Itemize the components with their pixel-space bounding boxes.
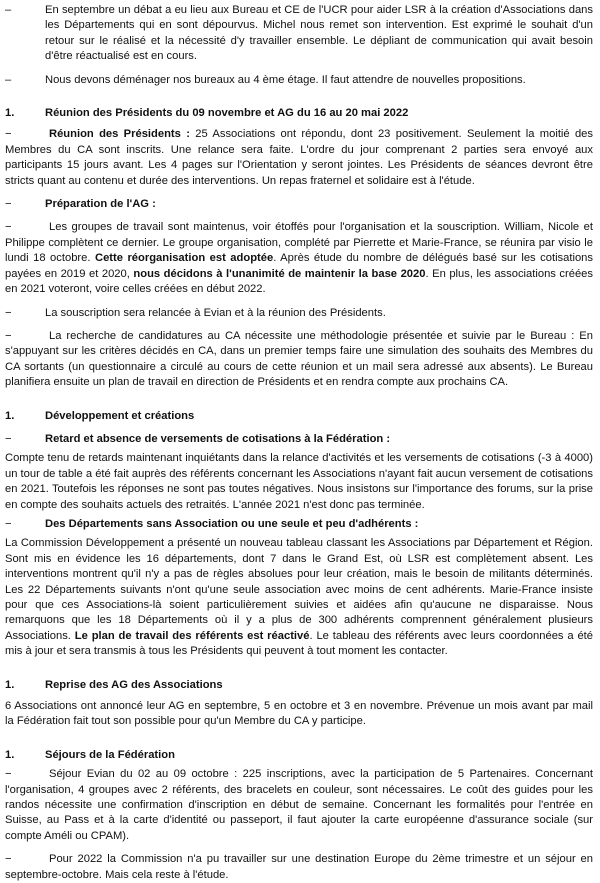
candidatures-text: La recherche de candidatures au CA nécessite une méthodologie présentée et suivie par le Bureau : En s'appuyant sur les critères décidés en CA, dans un premier temps faire une simulation des souhaits des Membres du CA sortants (un questionnaire a circulé au cours de cette réunion et un mail sera adressé aux absents). Le Bureau planifiera ensuite un plan de travail en direction de Présidents et en rendra compte aux prochains CA. <box>5 329 593 389</box>
dash-marker: – <box>5 73 12 86</box>
retard-heading <box>5 432 593 447</box>
evian-text: Séjour Evian du 02 au 09 octobre : 225 inscriptions, avec la participation de 5 Partenaires. Concernant l'organisation, 4 groupes avec 2 référents, des bracelets en couleur, sont nécessaires. Le coût des guides pour les randos nécessite une confirmation d'inscription en début de semaine. Concernant les formalités pour l'entrée en Suisse, au Pass et à la carte d'identité ou passeport, il faut ajouter la carte européenne d'assurance sociale (sur compte Améli ou CPAM). <box>5 768 593 842</box>
souscription-paragraph <box>5 306 593 321</box>
section-number: 1. <box>5 678 15 691</box>
dash-marker: − <box>5 198 12 211</box>
section-title: Réunion des Présidents du 09 novembre et AG du 16 au 20 mai 2022 <box>45 107 409 120</box>
prep-ag-label: Préparation de l'AG : <box>45 198 156 211</box>
section-number: 1. <box>5 409 15 422</box>
intro-paragraph-1-text: En septembre un débat a eu lieu aux Bureau et CE de l'UCR pour aider LSR à la création d'Associations dans les Départements qui en sont dépourvus. Michel nous remet son intervention. Est exprimé le souhait d'un retour sur le réalisé et la nécessité d'y travailler ensemble. Le dépliant de communication qui avait besoin d'être réactualisé est en cours. <box>45 4 593 63</box>
depts-paragraph <box>5 536 593 659</box>
section-heading-reprise <box>5 678 593 693</box>
retard-paragraph: Compte tenu de retards maintenant inquiétants dans la relance d'activités et les versements de cotisations (-3 à 4000) un tour de table a été fait auprès des référents concernant les Associations n'ayant fait aucun versement de cotisations en 2021. Toutefois les réponses ne sont pas toutes négatives. Nous insistons sur l'importance des forums, sur la prise en compte des souhaits actuels des retraités. L'année 2021 n'est donc pas terminée. <box>5 452 593 511</box>
sejours-2022-text: Pour 2022 la Commission n'a pu travailler sur une destination Europe du 2ème trimestre et un séjour en septembre-octobre. Mais cela reste à l'étude. <box>5 853 593 881</box>
section-title: Développement et créations <box>45 409 195 422</box>
section-heading-presidents <box>5 106 593 121</box>
dash-marker: − <box>5 306 12 319</box>
prep-ag-heading <box>5 197 593 212</box>
prep-bold-1: Cette réorganisation est adoptée <box>94 252 274 265</box>
depts-text-1: La Commission Développement a présenté un nouveau tableau classant les Associations par Département et Région. Sont mis en évidence les 16 départements, dont 7 dans le Grand Est, où LSR est complètement absent. Les interventions montrent qu'il n'y a pas de règles absolues pour leur création, mais le besoin de militants déterminés. Les 22 Départements suivants n'ont qu'une seule association avec moins de cent adhérents. Marie-France insiste pour que ces Associations-là soient particulièrement suivies et aidées afin qu'aucune ne disparaisse. Nous remarquons que les 18 Départements où il y a plus de 300 adhérents comprennent généralement plusieurs Associations. <box>5 537 593 642</box>
section-number: 1. <box>5 748 15 761</box>
sejours-2022-paragraph: − Pour 2022 la Commission n'a pu travailler sur une destination Europe du 2ème trimestre et un séjour en septembre-octobre. Mais cela reste à l'étude. <box>5 853 593 881</box>
section-title: Reprise des AG des Associations <box>45 678 223 691</box>
intro-paragraph-1 <box>5 3 593 65</box>
dash-marker: − <box>5 432 12 445</box>
section-heading-developpement <box>5 409 593 424</box>
reunion-paragraph: − Réunion des Présidents : 25 Associations ont répondu, dont 23 positivement. Seulement la moitié des Membres du CA sont inscrits. Une relance sera faite. L'ordre du jour comprenant 2 parties sera envoyé aux participants 15 jours avant. Les 4 pages sur l'Orientation y seront jointes. Les Présidents de séances devront être stricts quant au contenu et durée des interventions. Un repas fraternel et solidaire est à l'étude. <box>5 128 593 187</box>
reprise-paragraph: 6 Associations ont annoncé leur AG en septembre, 5 en octobre et 3 en novembre. Prévenue un mois avant par mail la Fédération fait tout son possible pour qu'un Membre du CA y participe. <box>5 700 593 728</box>
prep-bold-2: nous décidons à l'unanimité de maintenir la base 2020 <box>133 267 426 280</box>
intro-paragraph-2-text: Nous devons déménager nos bureaux au 4 ème étage. Il faut attendre de nouvelles propositions. <box>45 73 526 86</box>
intro-paragraph-2 <box>5 73 593 88</box>
reunion-label: Réunion des Présidents : <box>49 128 190 141</box>
retard-label: Retard et absence de versements de cotisations à la Fédération : <box>45 432 391 445</box>
evian-paragraph: − Séjour Evian du 02 au 09 octobre : 225 inscriptions, avec la participation de 5 Partenaires. Concernant l'organisation, 4 groupes avec 2 référents, des bracelets en couleur, sont nécessaires. Le coût des guides pour les randos nécessite une confirmation d'inscription en début de semaine. Concernant les formalités pour l'entrée en Suisse, au Pass et à la carte d'identité ou passeport, il faut ajouter la carte européenne d'assurance sociale (sur compte Améli ou CPAM). <box>5 768 593 842</box>
prep-text-1: Les groupes de travail sont maintenus, voir étoffés pour l'organisation et la souscription. William, Nicole et Philippe complètent ce dernier. Le groupe organisation, complété par Pierrette et Marie-France, se réunira par visio le lundi 18 octobre. <box>5 221 593 265</box>
prep-ag-paragraph: − Les groupes de travail sont maintenus, voir étoffés pour l'organisation et la souscription. William, Nicole et Philippe complètent ce dernier. Le groupe organisation, complété par Pierrette et Marie-France, se réunira par visio le lundi 18 octobre. Cette réorganisation est adoptée. Après étude du nombre de délégués basé sur les cotisations payées en 2019 et 2020, nous décidons à l'unanimité de maintenir la base 2020. En plus, les associations créées en 2021 voteront, voire celles créées en début 2022. <box>5 221 594 296</box>
prep-text-2: . Après étude du nombre de délégués basé sur les cotisations payées en 2019 et 2020, <box>5 252 593 280</box>
dash-marker: – <box>5 4 12 16</box>
document-page <box>5 3 593 883</box>
souscription-text: La souscription sera relancée à Evian et à la réunion des Présidents. <box>45 306 386 319</box>
dash-marker: − <box>5 517 12 530</box>
section-title: Séjours de la Fédération <box>45 748 175 761</box>
section-number: 1. <box>5 107 15 120</box>
depts-heading <box>5 517 593 532</box>
section-heading-sejours <box>5 748 593 763</box>
prep-text-3: . En plus, les associations créées en 2021 voteront, voire celles créées en début 2022. <box>5 267 594 296</box>
candidatures-paragraph: − La recherche de candidatures au CA nécessite une méthodologie présentée et suivie par le Bureau : En s'appuyant sur les critères décidés en CA, dans un premier temps faire une simulation des souhaits des Membres du CA sortants (un questionnaire a circulé au cours de cette réunion et un mail sera adressé aux absents). Le Bureau planifiera ensuite un plan de travail en direction de Présidents et en rendra compte aux prochains CA. <box>5 329 593 389</box>
depts-bold-1: Le plan de travail des référents est réactivé <box>74 629 310 642</box>
reunion-text: 25 Associations ont répondu, dont 23 positivement. Seulement la moitié des Membres du CA sont inscrits. Une relance sera faite. L'ordre du jour comprenant 2 parties sera envoyé aux participants 15 jours avant. Les 4 pages sur l'Orientation y seront jointes. Les Présidents de séances devront être stricts quant au contenu et durée des interventions. Un repas fraternel et solidaire est à l'étude. <box>5 128 593 187</box>
depts-text-2: . Le tableau des référents avec leurs coordonnées a été mis à jour et sera transmis à tous les Présidents qui peuvent à tout moment les contacter. <box>5 629 593 658</box>
depts-label: Des Départements sans Association ou une seule et peu d'adhérents : <box>45 517 419 530</box>
